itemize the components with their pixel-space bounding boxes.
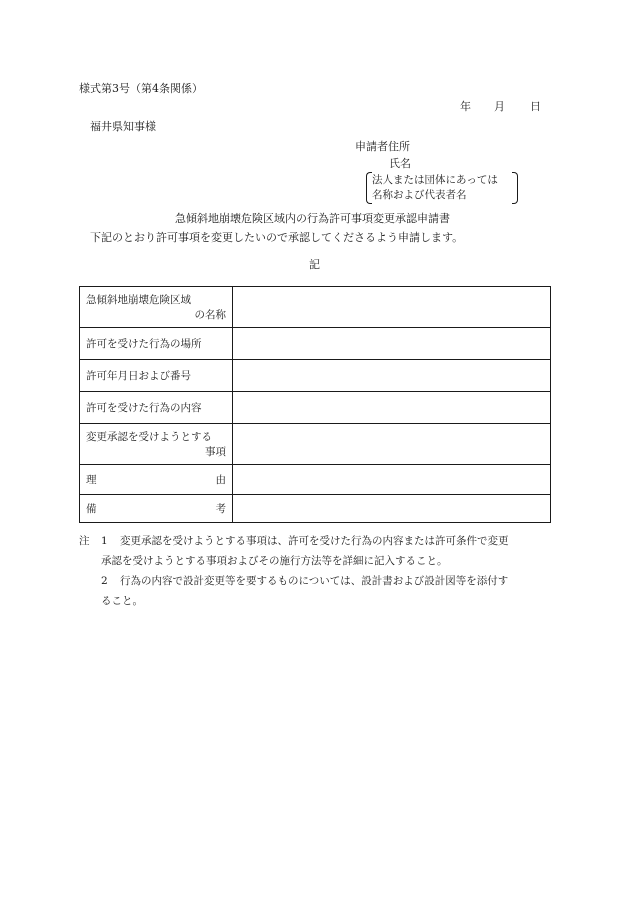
reason-label — [80, 465, 233, 495]
table-row — [80, 360, 551, 392]
note-1-text-line1: 変更承認を受けようとする事項は、許可を受けた行為の内容または許可条件で変更 — [120, 535, 509, 547]
change-items-label-line2: 事項 — [205, 446, 226, 458]
area-name-label — [80, 287, 233, 328]
applicant-name-label: 氏名 — [389, 157, 411, 170]
note-2-number: 2 — [101, 575, 108, 587]
remarks-label — [80, 495, 233, 523]
notes-section — [79, 531, 559, 611]
table-row — [80, 287, 551, 328]
area-name-label-line2: の名称 — [194, 309, 226, 321]
change-items-field[interactable] — [233, 424, 551, 465]
place-field[interactable] — [233, 328, 551, 360]
table-row — [80, 328, 551, 360]
table-row — [80, 392, 551, 424]
reason-label-b: 由 — [215, 474, 226, 486]
bracket-note-line1: 法人または団体にあっては — [372, 174, 498, 186]
form-number: 様式第3号（第4条関係） — [79, 82, 203, 95]
date-day-label: 日 — [530, 100, 541, 113]
note-2-line2 — [79, 591, 559, 611]
note-2-text-line1: 行為の内容で設計変更等を要するものについては、設計書および設計図等を添付す — [120, 575, 509, 587]
application-table — [79, 286, 551, 523]
content-label: 許可を受けた行為の内容 — [80, 392, 233, 424]
reason-field[interactable] — [233, 465, 551, 495]
permit-date-number-field[interactable] — [233, 360, 551, 392]
note-2-line1 — [79, 571, 559, 591]
date-month-label: 月 — [494, 100, 505, 113]
table-row — [80, 495, 551, 523]
note-1-line1 — [79, 531, 559, 551]
bracket-right — [512, 172, 518, 204]
permit-date-number-label: 許可年月日および番号 — [80, 360, 233, 392]
note-1-line2 — [79, 551, 559, 571]
remarks-field[interactable] — [233, 495, 551, 523]
notes-head: 注 — [79, 535, 90, 547]
change-items-label — [80, 424, 233, 465]
content-field[interactable] — [233, 392, 551, 424]
document-title: 急傾斜地崩壊危険区域内の行為許可事項変更承認申請書 — [175, 212, 450, 225]
note-1-text-line2: 承認を受けようとする事項およびその施行方法等を詳細に記入すること。 — [101, 555, 448, 567]
applicant-address-label: 申請者住所 — [355, 140, 410, 153]
ki-heading: 記 — [309, 258, 320, 271]
lead-sentence: 下記のとおり許可事項を変更したいので承認してくださるよう申請します。 — [90, 231, 464, 244]
addressee: 福井県知事様 — [90, 120, 156, 133]
area-name-label-line1: 急傾斜地崩壊危険区域 — [86, 294, 191, 306]
table-row — [80, 424, 551, 465]
bracket-note-line2: 名称および代表者名 — [372, 189, 467, 201]
change-items-label-line1: 変更承認を受けようとする — [86, 431, 212, 443]
note-1-number: 1 — [101, 535, 108, 547]
area-name-field[interactable] — [233, 287, 551, 328]
remarks-label-a: 備 — [86, 503, 97, 515]
table-row — [80, 465, 551, 495]
place-label: 許可を受けた行為の場所 — [80, 328, 233, 360]
reason-label-a: 理 — [86, 474, 97, 486]
note-2-text-line2: ること。 — [101, 595, 143, 607]
remarks-label-b: 考 — [215, 503, 226, 515]
date-year-label: 年 — [460, 100, 471, 113]
